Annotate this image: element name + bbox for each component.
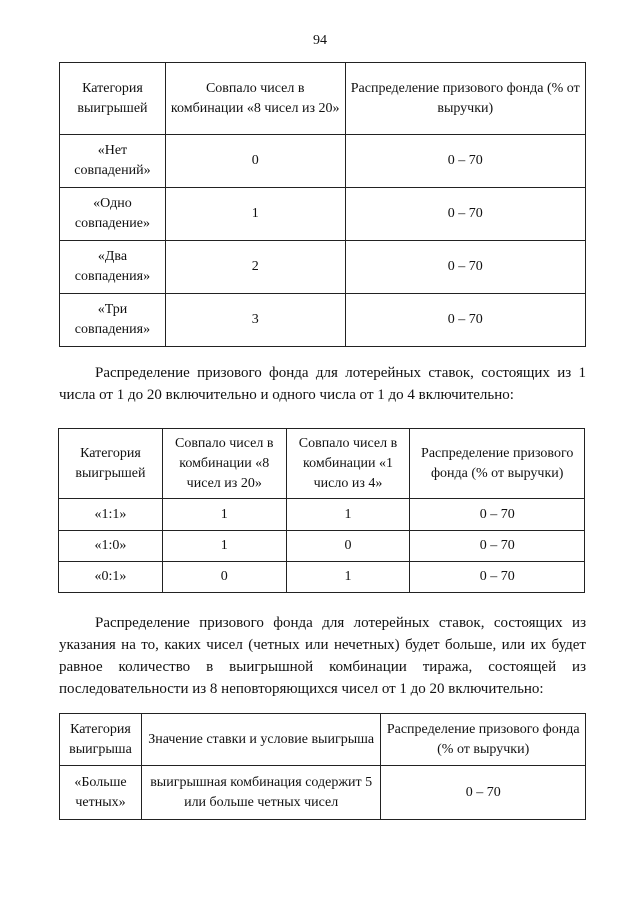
table3-header-distribution: Распределение призового фонда (% от выручки) (381, 714, 586, 766)
table1-header-distribution: Распределение призового фонда (% от выручки) (345, 63, 585, 135)
table2-header-matched-8: Совпало чисел в комбинации «8 чисел из 20» (162, 429, 286, 499)
paragraph-2-text: Распределение призового фонда для лотерейных ставок, состоящих из указания на то, каких чисел (четных или нечетных) будет больше, или их будет равное количество в выигрышной комбинации тиража, состоящей из последовательности из 8 неповторяющихся чисел от 1 до 20 включительно: (59, 615, 586, 697)
table2-header-matched-1: Совпало чисел в комбинации «1 число из 4» (286, 429, 410, 499)
table-row (60, 188, 586, 241)
table1-cell: 0 (165, 135, 345, 188)
table2-cell: 0 – 70 (410, 499, 585, 531)
paragraph-1 (59, 362, 586, 406)
prize-table-1-of-4 (58, 428, 585, 593)
table3-cell: «Больше четных» (60, 766, 142, 820)
table2-header-distribution: Распределение призового фонда (% от выручки) (410, 429, 585, 499)
table1-cell: 0 – 70 (345, 135, 585, 188)
table-row (60, 294, 586, 347)
table2-cell: 1 (286, 499, 410, 531)
paragraph-2 (59, 612, 586, 700)
table1-cell: «Два совпадения» (60, 241, 166, 294)
table1-cell: 0 – 70 (345, 241, 585, 294)
table1-cell: 3 (165, 294, 345, 347)
table2-cell: 0 – 70 (410, 562, 585, 593)
table2-cell: 0 – 70 (410, 531, 585, 562)
table-row (60, 241, 586, 294)
table2-cell: 0 (162, 562, 286, 593)
table2-cell: 1 (162, 531, 286, 562)
page-number: 94 (313, 33, 327, 48)
table2-cell: 1 (162, 499, 286, 531)
table2-cell: «1:1» (59, 499, 163, 531)
table1-cell: «Одно совпадение» (60, 188, 166, 241)
table1-cell: 0 – 70 (345, 294, 585, 347)
table3-cell: выигрышная комбинация содержит 5 или больше четных чисел (141, 766, 380, 820)
prize-table-even-odd (59, 713, 586, 820)
table2-cell: 0 (286, 531, 410, 562)
table2-cell: 1 (286, 562, 410, 593)
table1-header-matched: Совпало чисел в комбинации «8 чисел из 20» (165, 63, 345, 135)
prize-table-8-of-20 (59, 62, 586, 347)
table3-header-condition: Значение ставки и условие выигрыша (141, 714, 380, 766)
table2-cell: «0:1» (59, 562, 163, 593)
table1-cell: «Нет совпадений» (60, 135, 166, 188)
table2-cell: «1:0» (59, 531, 163, 562)
table-row (60, 135, 586, 188)
table1-cell: 1 (165, 188, 345, 241)
table2-header-category: Категория выигрышей (59, 429, 163, 499)
table3-cell: 0 – 70 (381, 766, 586, 820)
paragraph-1-text: Распределение призового фонда для лотерейных ставок, состоящих из 1 числа от 1 до 20 включительно и одного числа от 1 до 4 включительно: (59, 365, 586, 403)
table1-cell: «Три совпадения» (60, 294, 166, 347)
table1-header-category: Категория выигрышей (60, 63, 166, 135)
table-row (59, 562, 585, 593)
table-row (60, 766, 586, 820)
table3-header-category: Категория выигрыша (60, 714, 142, 766)
table1-cell: 0 – 70 (345, 188, 585, 241)
table-row (59, 531, 585, 562)
table-row (59, 499, 585, 531)
table1-cell: 2 (165, 241, 345, 294)
